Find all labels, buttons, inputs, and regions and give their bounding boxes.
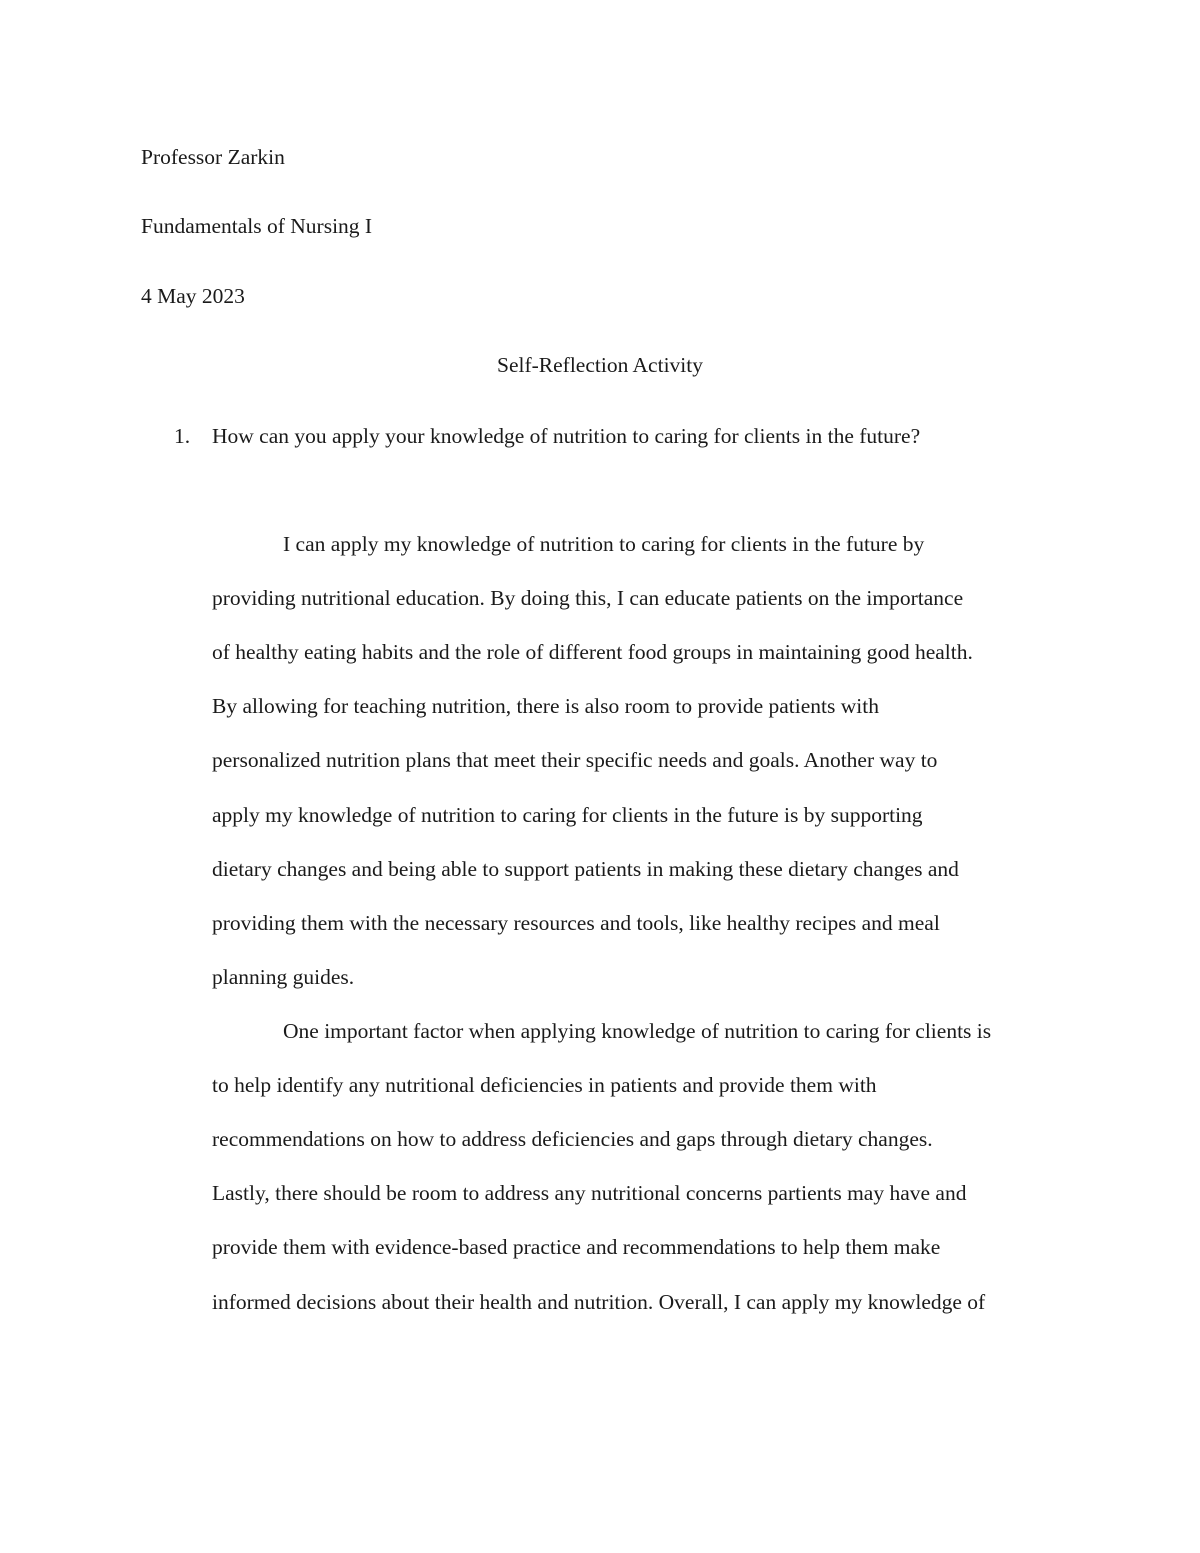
paragraph-1-line: providing nutritional education. By doing this, I can educate patients on the importance xyxy=(212,586,964,610)
paragraph-1-line: By allowing for teaching nutrition, there is also room to provide patients with xyxy=(212,694,879,718)
paragraph-2-line: Lastly, there should be room to address any nutritional concerns partients may have and xyxy=(212,1181,967,1205)
paragraph-1-line: apply my knowledge of nutrition to caring for clients in the future is by supporting xyxy=(212,803,923,827)
paragraph-1-line: I can apply my knowledge of nutrition to caring for clients in the future by xyxy=(283,532,925,556)
document-date: 4 May 2023 xyxy=(141,284,245,308)
question-text: How can you apply your knowledge of nutrition to caring for clients in the future? xyxy=(212,424,921,448)
paragraph-2-line: informed decisions about their health and nutrition. Overall, I can apply my knowledge of xyxy=(212,1290,986,1314)
document-title: Self-Reflection Activity xyxy=(497,353,703,377)
paragraph-1-line: dietary changes and being able to support patients in making these dietary changes and xyxy=(212,857,959,881)
paragraph-1-line: of healthy eating habits and the role of different food groups in maintaining good health. xyxy=(212,640,973,664)
paragraph-2-line: One important factor when applying knowledge of nutrition to caring for clients is xyxy=(283,1019,992,1043)
professor-name: Professor Zarkin xyxy=(141,145,285,169)
paragraph-2-line: provide them with evidence-based practice and recommendations to help them make xyxy=(212,1235,941,1259)
paragraph-1-line: providing them with the necessary resources and tools, like healthy recipes and meal xyxy=(212,911,940,935)
paragraph-1-line: personalized nutrition plans that meet their specific needs and goals. Another way to xyxy=(212,748,938,772)
paragraph-1-line: planning guides. xyxy=(212,965,355,989)
paragraph-2-line: to help identify any nutritional deficiencies in patients and provide them with xyxy=(212,1073,877,1097)
course-name: Fundamentals of Nursing I xyxy=(141,214,373,238)
question-number: 1. xyxy=(174,424,191,448)
paragraph-2-line: recommendations on how to address deficiencies and gaps through dietary changes. xyxy=(212,1127,933,1151)
